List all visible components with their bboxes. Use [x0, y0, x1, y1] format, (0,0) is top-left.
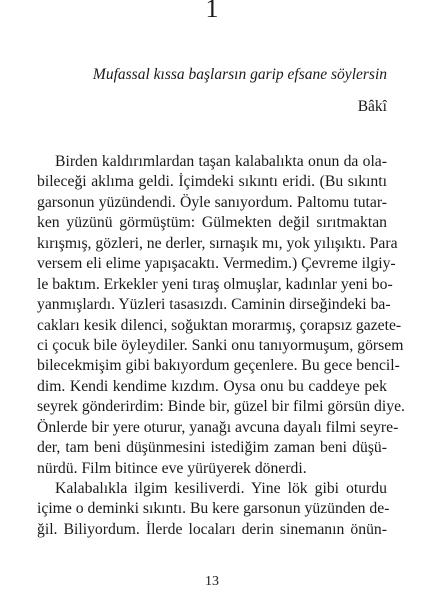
text-line: Kalabalıkla ilgim kesiliverdi. Yine lök gibi oturdu	[55, 480, 387, 497]
text-line: le baktım. Erkekler yeni tıraş olmuşlar, kadınlar yeni bo-	[37, 275, 393, 293]
text-line: yanmışlardı. Yüzleri tasasızdı. Caminin dirseğindeki ba-	[37, 296, 391, 314]
text-line: dim. Kendi kendime kızdım. Oysa onu bu caddeye pek	[37, 377, 387, 395]
chapter-number: 1	[205, 0, 219, 23]
text-line: Önlerde bir yere oturur, yanağı avcuna dayalı filmi seyre-	[37, 418, 399, 436]
body-text	[37, 152, 405, 540]
text-line: der, tam beni düşünmesini istediğim zaman beni düşü-	[37, 439, 387, 457]
text-line: bileceği aklıma geldi. İçimdeki sıkıntı eridi. (Bu sıkıntı	[37, 173, 387, 191]
text-line: seyrek gönderirdim: Binde bir, güzel bir filmi görsün diye.	[37, 398, 405, 416]
text-line: garsonun yüzündendi. Öyle sanıyordum. Paltomu tutar-	[37, 193, 387, 211]
text-line: nürdü. Film bitince eve yürüyerek dönerdi.	[37, 459, 307, 477]
epigraph-author: Bâkî	[357, 98, 387, 115]
text-line: ken yüzünü görmüştüm: Gülmekten değil sırıtmaktan	[37, 214, 387, 232]
text-line: ci çocuk bile öyleydiler. Sanki onu tanıyormuşum, görsem	[37, 336, 404, 354]
text-line: cakları kesik dilenci, soğuktan morarmış, çorapsız gazete-	[37, 316, 402, 334]
text-line: içime o deminki sıkıntı. Bu kere garsonun yüzünden de-	[37, 500, 390, 518]
text-line: versem eli elime yapışacaktı. Vermedim.) Çevreme ilgiy-	[37, 255, 396, 273]
epigraph-text: Mufassal kıssa başlarsın garip efsane söylersin	[92, 66, 387, 83]
text-line: kırışmış, gözleri, ne derler, sırnaşık mı, yok yılışıktı. Para	[37, 234, 398, 252]
text-line: Birden kaldırımlardan taşan kalabalıkta onun da ola-	[55, 153, 387, 170]
text-line: bilecekmişim gibi bakıyordum geçenlere. Bu gece bencil-	[37, 357, 400, 375]
page-number: 13	[205, 574, 219, 589]
text-line: ğil. Biliyordum. İlerde locaları derin sinemanın önün-	[37, 520, 387, 538]
